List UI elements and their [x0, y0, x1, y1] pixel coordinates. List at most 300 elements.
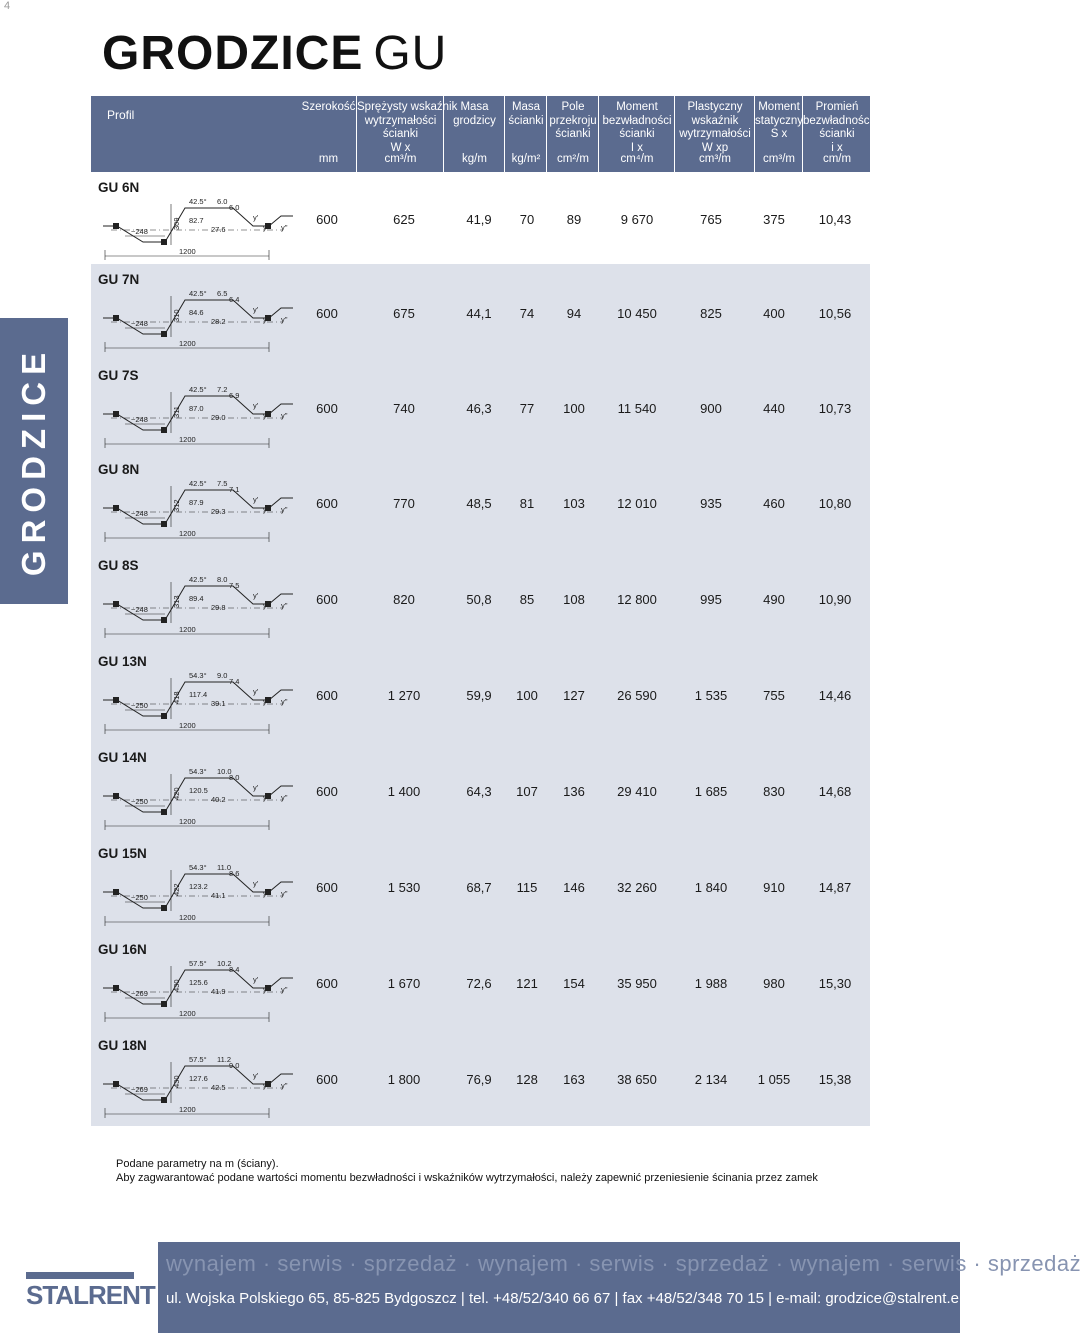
dim-t1: 8.0 [217, 575, 228, 584]
dim-h: 313 [172, 595, 181, 608]
row-profile-name: GU 16N [98, 942, 147, 957]
header-col-line: Szerokość [301, 101, 356, 113]
dim-w: ~250 [131, 797, 148, 806]
row-value: 29 410 [617, 784, 657, 799]
interlock-mark [161, 617, 167, 623]
page-title [102, 26, 447, 81]
note-1: Podane parametry na m (ściany). [116, 1158, 279, 1170]
row-value: 85 [519, 592, 535, 607]
header-col-lines [755, 96, 803, 142]
row-value: 600 [316, 496, 338, 511]
profile-diagram [103, 568, 303, 638]
row-value: 100 [516, 688, 538, 703]
row-value: 600 [316, 1072, 338, 1087]
row-value: 14,87 [818, 880, 852, 895]
dim-w: ~248 [131, 605, 148, 614]
stalrent-logo [26, 1272, 155, 1310]
row-profile-name: GU 6N [98, 180, 140, 195]
axis-y: y [263, 223, 267, 232]
header-col-line: Pole [561, 101, 585, 113]
dim-b2: 28.2 [211, 317, 226, 326]
row-value: 70 [519, 212, 535, 227]
dim-t2: 6.9 [229, 391, 240, 400]
row-value: 825 [700, 306, 722, 321]
dim-t2: 9.0 [229, 1061, 240, 1070]
header-col-line: Moment [616, 101, 658, 113]
row-value: 26 590 [617, 688, 657, 703]
row-value: 820 [393, 592, 415, 607]
row-value: 830 [763, 784, 785, 799]
axis-y2: y'' [281, 889, 288, 898]
axis-y1: y' [253, 1071, 259, 1080]
interlock-mark [161, 713, 167, 719]
title-bold: GRODZICE [102, 27, 364, 80]
row-value: 108 [563, 592, 585, 607]
dim-b1: 120.5 [189, 786, 208, 795]
header-col-unit: cm³/m [763, 152, 795, 165]
dim-t2: 7.1 [229, 485, 240, 494]
dim-total: 1200 [179, 339, 196, 348]
row-value: 1 988 [694, 976, 728, 991]
axis-y: y [263, 793, 267, 802]
dim-b2: 29.3 [211, 507, 226, 516]
header-col-line: ścianki [819, 128, 855, 140]
row-value: 375 [763, 212, 785, 227]
dim-b1: 87.0 [189, 404, 204, 413]
row-value: 1 670 [387, 976, 421, 991]
footer-slogan: wynajem · serwis · sprzedaż · wynajem · serwis · sprzedaż · wynajem · serwis · sprzedaż [166, 1251, 1081, 1276]
row-value: 74 [519, 306, 535, 321]
header-col-2 [443, 96, 505, 172]
interlock-mark [161, 905, 167, 911]
profile-line [117, 208, 269, 242]
dim-b2: 42.5 [211, 1083, 226, 1092]
profile-line [117, 1066, 269, 1100]
row-value: 14,68 [818, 784, 852, 799]
dim-b1: 127.6 [189, 1074, 208, 1083]
row-value: 115 [516, 880, 538, 895]
dim-total: 1200 [179, 247, 196, 256]
dim-total: 1200 [179, 1105, 196, 1114]
dim-angle: 54.3° [189, 671, 207, 680]
row-value: 900 [700, 401, 722, 416]
logo-bar [26, 1272, 134, 1279]
dim-total: 1200 [179, 913, 196, 922]
dim-b2: 27.6 [211, 225, 226, 234]
row-value: 10 450 [617, 306, 657, 321]
profile-line [117, 490, 269, 524]
header-col-lines [547, 96, 599, 142]
dim-t1: 10.0 [217, 767, 232, 776]
page-number: 4 [4, 0, 11, 12]
header-col-unit: cm⁴/m [620, 152, 654, 165]
dim-t1: 7.5 [217, 479, 228, 488]
dim-t1: 7.2 [217, 385, 228, 394]
row-value: 995 [700, 592, 722, 607]
row-value: 89 [566, 212, 582, 227]
dim-b1: 123.2 [189, 882, 208, 891]
header-col-line: przekroju [549, 114, 597, 127]
header-col-lines [505, 96, 547, 128]
axis-y: y [263, 985, 267, 994]
profile-line [117, 874, 269, 908]
dim-total: 1200 [179, 625, 196, 634]
row-profile-name: GU 7S [98, 368, 139, 383]
row-value: 10,90 [818, 592, 852, 607]
axis-y2: y'' [281, 985, 288, 994]
row-value: 460 [763, 496, 785, 511]
row-value: 41,9 [466, 212, 492, 227]
row-profile-name: GU 13N [98, 654, 147, 669]
row-value: 600 [316, 880, 338, 895]
row-value: 765 [700, 212, 722, 227]
note-2: Aby zagwarantować podane wartości momentu bezwładności i wskaźników wytrzymałości, należy zapewnić przeniesienie ścinania przez zamek [116, 1172, 818, 1184]
profile-line [117, 970, 269, 1004]
dim-total: 1200 [179, 435, 196, 444]
header-col-unit: kg/m [462, 152, 487, 165]
dim-t2: 6.4 [229, 295, 240, 304]
dim-b2: 41.1 [211, 891, 226, 900]
axis-y1: y' [253, 591, 259, 600]
dim-w: ~269 [131, 989, 148, 998]
dim-w: ~248 [131, 227, 148, 236]
header-col-line: ścianki [555, 128, 591, 140]
row-value: 38 650 [617, 1072, 657, 1087]
profile-diagram [103, 190, 303, 260]
row-value: 1 530 [387, 880, 421, 895]
row-value: 128 [516, 1072, 538, 1087]
table-row [91, 838, 870, 934]
header-col-line: wytrzymałości [364, 114, 437, 127]
header-col-7 [754, 96, 803, 172]
dim-w: ~250 [131, 893, 148, 902]
axis-y: y [263, 411, 267, 420]
row-value: 1 800 [387, 1072, 421, 1087]
row-value: 490 [763, 592, 785, 607]
header-col-line: Moment [758, 101, 800, 113]
row-value: 77 [519, 401, 535, 416]
row-value: 107 [516, 784, 538, 799]
dim-t2: 8.6 [229, 869, 240, 878]
header-col-line: wytrzymałości [679, 128, 751, 140]
dim-h: 312 [172, 499, 181, 512]
dim-total: 1200 [179, 721, 196, 730]
dim-angle: 42.5° [189, 197, 207, 206]
row-value: 15,30 [818, 976, 852, 991]
interlock-mark [161, 1097, 167, 1103]
dim-h: 418 [172, 691, 181, 704]
table-header [91, 96, 873, 172]
interlock-mark [113, 1081, 119, 1087]
header-col-line: i x [831, 141, 843, 154]
header-col-lines [444, 96, 505, 128]
axis-y1: y' [253, 401, 259, 410]
dim-b1: 125.6 [189, 978, 208, 987]
row-value: 600 [316, 688, 338, 703]
header-col-line: wskaźnik [691, 114, 739, 127]
interlock-mark [161, 521, 167, 527]
axis-y2: y'' [281, 1081, 288, 1090]
dim-t1: 6.5 [217, 289, 228, 298]
dim-angle: 54.3° [189, 863, 207, 872]
axis-y2: y'' [281, 411, 288, 420]
row-value: 675 [393, 306, 415, 321]
table-row [91, 454, 870, 550]
dim-t2: 7.5 [229, 581, 240, 590]
row-value: 68,7 [466, 880, 492, 895]
header-col-0 [301, 96, 356, 172]
dim-t2: 8.0 [229, 773, 240, 782]
dim-t2: 8.4 [229, 965, 240, 974]
header-col-unit: kg/m² [511, 152, 541, 165]
axis-y: y [263, 889, 267, 898]
profile-diagram [103, 1048, 303, 1118]
row-value: 10,80 [818, 496, 852, 511]
axis-y: y [263, 697, 267, 706]
row-value: 94 [566, 306, 582, 321]
header-col-unit: cm³/m [384, 152, 417, 165]
row-value: 121 [516, 976, 538, 991]
row-value: 1 535 [694, 688, 728, 703]
header-col-8 [802, 96, 871, 172]
row-value: 1 400 [387, 784, 421, 799]
header-col-line: ścianki [508, 114, 544, 127]
axis-y1: y' [253, 495, 259, 504]
row-value: 35 950 [617, 976, 657, 991]
header-col-6 [674, 96, 755, 172]
dim-b2: 29.8 [211, 603, 226, 612]
header-col-line: Masa [511, 101, 541, 113]
dim-t1: 10.2 [217, 959, 232, 968]
header-col-line: ścianki [382, 128, 419, 140]
header-col-line: grodzicy [453, 114, 496, 127]
row-value: 154 [563, 976, 585, 991]
row-value: 59,9 [466, 688, 492, 703]
axis-y2: y'' [281, 223, 288, 232]
axis-y: y [263, 601, 267, 610]
dim-b2: 41.9 [211, 987, 226, 996]
row-value: 10,73 [818, 401, 852, 416]
dim-w: ~248 [131, 319, 148, 328]
profile-line [117, 300, 269, 334]
header-col-3 [504, 96, 547, 172]
dim-angle: 42.5° [189, 575, 207, 584]
header-col-line: bezwładności [602, 114, 672, 127]
row-value: 10,56 [818, 306, 852, 321]
dim-h: 422 [172, 883, 181, 896]
row-value: 136 [563, 784, 585, 799]
dim-t1: 11.0 [217, 863, 232, 872]
row-value: 64,3 [466, 784, 492, 799]
interlock-mark [161, 427, 167, 433]
row-value: 2 134 [694, 1072, 728, 1087]
interlock-mark [161, 1001, 167, 1007]
row-profile-name: GU 14N [98, 750, 147, 765]
dim-b1: 82.7 [189, 216, 204, 225]
axis-y1: y' [253, 687, 259, 696]
row-value: 103 [563, 496, 585, 511]
row-value: 72,6 [466, 976, 492, 991]
header-col-line: W xp [701, 141, 729, 154]
dim-w: ~250 [131, 701, 148, 710]
dim-w: ~248 [131, 415, 148, 424]
profile-line [117, 682, 269, 716]
row-value: 600 [316, 976, 338, 991]
row-value: 9 670 [620, 212, 654, 227]
table-row [91, 172, 870, 264]
header-col-unit: cm³/m [699, 152, 731, 165]
table-row [91, 360, 870, 454]
row-value: 625 [393, 212, 415, 227]
header-col-line: ścianki [619, 128, 655, 140]
header-col-line: Sprężysty wskaźnik [357, 101, 458, 113]
row-value: 50,8 [466, 592, 492, 607]
dim-b1: 84.6 [189, 308, 204, 317]
header-col-line: Masa [460, 101, 489, 113]
axis-y2: y'' [281, 601, 288, 610]
table-row [91, 646, 870, 742]
axis-y1: y' [253, 213, 259, 222]
dim-total: 1200 [179, 1009, 196, 1018]
dim-angle: 42.5° [189, 479, 207, 488]
header-col-lines [357, 96, 458, 155]
row-value: 32 260 [617, 880, 657, 895]
axis-y2: y'' [281, 505, 288, 514]
side-label: GRODZICE [15, 345, 52, 577]
dim-t1: 11.2 [217, 1055, 232, 1064]
row-value: 76,9 [466, 1072, 492, 1087]
interlock-mark [161, 809, 167, 815]
row-value: 11 540 [617, 401, 657, 416]
title-light: GU [373, 27, 448, 80]
axis-y: y [263, 505, 267, 514]
axis-y: y [263, 315, 267, 324]
header-col-line: S x [770, 128, 788, 140]
row-value: 15,38 [818, 1072, 852, 1087]
header-col-4 [546, 96, 599, 172]
row-value: 44,1 [466, 306, 492, 321]
row-value: 12 010 [617, 496, 657, 511]
interlock-mark [113, 697, 119, 703]
dim-t2: 6.0 [229, 203, 240, 212]
row-value: 740 [393, 401, 415, 416]
dim-b2: 39.1 [211, 699, 226, 708]
header-col-5 [598, 96, 675, 172]
row-value: 1 840 [694, 880, 728, 895]
row-value: 600 [316, 784, 338, 799]
axis-y2: y'' [281, 697, 288, 706]
row-value: 1 055 [757, 1072, 791, 1087]
table-row [91, 934, 870, 1030]
row-value: 1 270 [387, 688, 421, 703]
row-value: 1 685 [694, 784, 728, 799]
dim-angle: 42.5° [189, 289, 207, 298]
row-value: 12 800 [617, 592, 657, 607]
interlock-mark [113, 601, 119, 607]
axis-y2: y'' [281, 315, 288, 324]
dim-h: 420 [172, 787, 181, 800]
profile-diagram [103, 472, 303, 542]
row-profile-name: GU 18N [98, 1038, 147, 1053]
interlock-mark [113, 985, 119, 991]
dim-t1: 9.0 [217, 671, 228, 680]
table-row [91, 742, 870, 838]
profile-diagram [103, 856, 303, 926]
row-value: 400 [763, 306, 785, 321]
dim-angle: 57.5° [189, 959, 207, 968]
logo-text: STALRENT [26, 1280, 155, 1310]
header-col-lines [803, 96, 871, 155]
header-col-1 [356, 96, 458, 172]
header-col-line: statyczny [755, 114, 803, 127]
row-profile-name: GU 8N [98, 462, 140, 477]
row-value: 600 [316, 212, 338, 227]
profile-line [117, 778, 269, 812]
profile-line [117, 396, 269, 430]
dim-h: 309 [172, 217, 181, 230]
header-profil: Profil [107, 108, 135, 122]
dim-total: 1200 [179, 529, 196, 538]
row-value: 600 [316, 306, 338, 321]
row-value: 980 [763, 976, 785, 991]
profile-diagram [103, 760, 303, 830]
header-col-lines [301, 96, 356, 115]
dim-b1: 87.9 [189, 498, 204, 507]
interlock-mark [113, 315, 119, 321]
header-col-line: Plastyczny [687, 101, 743, 113]
interlock-mark [113, 223, 119, 229]
row-value: 127 [563, 688, 585, 703]
row-value: 770 [393, 496, 415, 511]
header-col-unit: cm/m [822, 152, 852, 165]
dim-h: 430 [172, 979, 181, 992]
interlock-mark [113, 505, 119, 511]
interlock-mark [161, 239, 167, 245]
row-value: 440 [763, 401, 785, 416]
row-value: 10,43 [818, 212, 852, 227]
axis-y: y [263, 1081, 267, 1090]
row-value: 755 [763, 688, 785, 703]
interlock-mark [113, 411, 119, 417]
interlock-mark [161, 331, 167, 337]
profile-line [117, 586, 269, 620]
footer-address: ul. Wojska Polskiego 65, 85-825 Bydgoszcz | tel. +48/52/340 66 67 | fax +48/52/348 70 15 | e-mail: grodzice@stalrent.eu [166, 1290, 968, 1307]
dim-t2: 7.4 [229, 677, 240, 686]
profile-diagram [103, 664, 303, 734]
row-value: 935 [700, 496, 722, 511]
row-value: 100 [563, 401, 585, 416]
row-value: 600 [316, 592, 338, 607]
row-profile-name: GU 7N [98, 272, 140, 287]
profile-diagram [103, 282, 303, 352]
dim-b2: 29.0 [211, 413, 226, 422]
profile-diagram [103, 952, 303, 1022]
row-value: 81 [519, 496, 535, 511]
dim-b2: 40.2 [211, 795, 226, 804]
dim-w: ~269 [131, 1085, 148, 1094]
interlock-mark [113, 889, 119, 895]
profile-diagram [103, 378, 303, 448]
dim-h: 311 [172, 406, 181, 418]
row-value: 600 [316, 401, 338, 416]
row-value: 910 [763, 880, 785, 895]
table-row [91, 264, 870, 360]
dim-w: ~248 [131, 509, 148, 518]
header-col-line: I x [630, 141, 644, 154]
row-value: 146 [563, 880, 585, 895]
row-value: 48,5 [466, 496, 492, 511]
row-value: 163 [563, 1072, 585, 1087]
